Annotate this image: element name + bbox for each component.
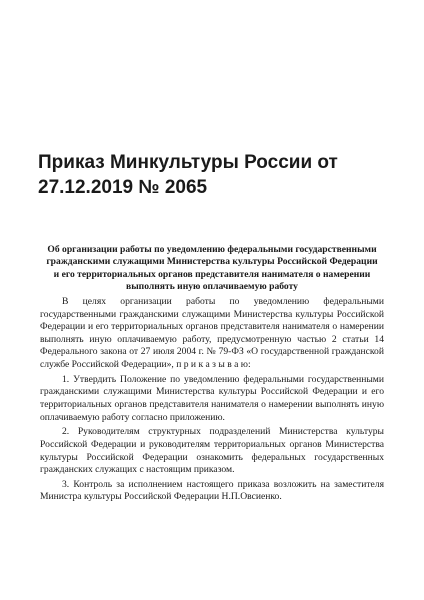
document-body	[40, 296, 384, 506]
paragraph-item-2: 2. Руководителям структурных подразделений Министерства культуры Российской Федерации и руководителям территориальных органов Министерства культуры Российской Федерации ознакомить федеральных государственных гражданских служащих с настоящим приказом.	[40, 426, 384, 476]
paragraph-preamble: В целях организации работы по уведомлению федеральными государственными гражданскими служащими Министерства культуры Российской Федерации и его территориальных органов представителя нанимателя о намерении выполнять иную оплачиваемую работу, предусмотренную частью 2 статьи 14 Федерального закона от 27 июля 2004 г. № 79-ФЗ «О государственной гражданской службе Российской Федерации», п р и к а з ы в а ю:	[40, 296, 384, 370]
paragraph-item-1: 1. Утвердить Положение по уведомлению федеральными государственными гражданскими служащими Министерства культуры Российской Федерации и его территориальных органов представителя нанимателя о намерении выполнять иную оплачиваемую работу согласно приложению.	[40, 373, 384, 423]
paragraph-item-3: 3. Контроль за исполнением настоящего приказа возложить на заместителя Министра культуры Российской Федерации Н.П.Овсиенко.	[40, 478, 384, 503]
document-title: Приказ Минкультуры России от 27.12.2019 № 2065	[38, 152, 338, 198]
document-subject: Об организации работы по уведомлению федеральными государственными гражданскими служащими Министерства культуры Российской Федерации и его территориальных органов представителя нанимателя о намерении выполнять иную оплачиваемую работу	[46, 244, 378, 293]
